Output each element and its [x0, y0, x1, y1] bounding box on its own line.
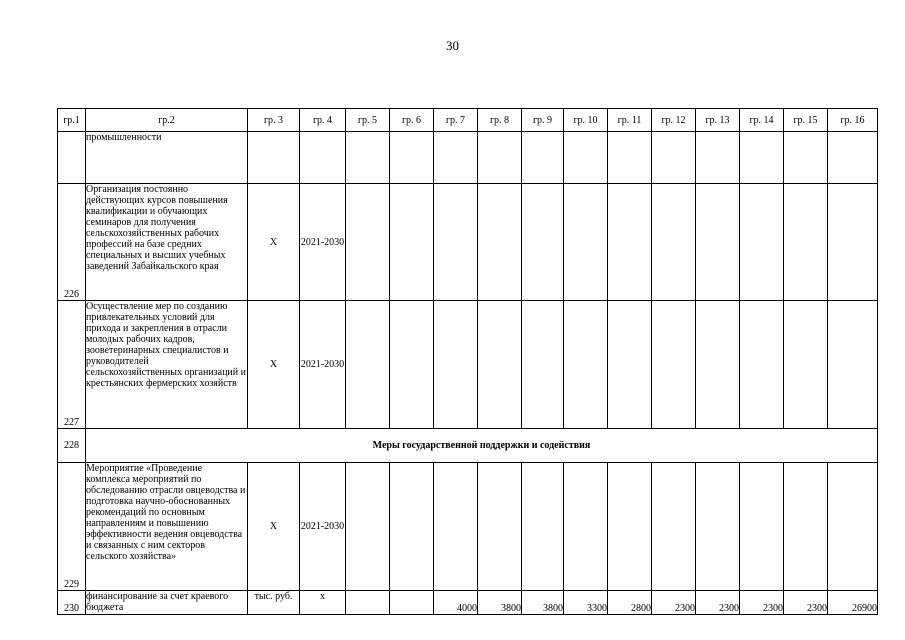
col-header: гр. 11 [608, 109, 652, 132]
period-cell: 2021-2030 [300, 463, 346, 591]
col-header: гр.1 [58, 109, 86, 132]
value-cell-g11: 2800 [608, 591, 652, 615]
row-number: 230 [58, 591, 86, 615]
row-number [58, 132, 86, 184]
row-description: финансирование за счет краевого бюджета [86, 591, 248, 615]
value-cell-g12: 2300 [652, 591, 696, 615]
col-header: гр. 7 [434, 109, 478, 132]
value-cell-g5 [346, 591, 390, 615]
value-cell-g15: 2300 [784, 591, 828, 615]
col-header: гр.2 [86, 109, 248, 132]
section-title: Меры государственной поддержки и содействия [86, 429, 878, 463]
unit-cell: Х [248, 184, 300, 301]
row-number: 228 [58, 429, 86, 463]
table-row [58, 301, 878, 429]
row-number: 226 [58, 184, 86, 301]
row-description: Организация постоянно действующих курсов повышения квалификации и обучающих семинаров для получения сельскохозяйственных рабочих профессий на базе средних специальных и высших учебных заведений Забайкальского края [86, 184, 248, 301]
period-cell: 2021-2030 [300, 184, 346, 301]
period-cell [300, 132, 346, 184]
col-header: гр. 9 [522, 109, 564, 132]
col-header: гр. 13 [696, 109, 740, 132]
row-description: промышленности [86, 132, 248, 184]
col-header: гр. 8 [478, 109, 522, 132]
col-header: гр. 10 [564, 109, 608, 132]
table-row [58, 591, 878, 615]
col-header: гр. 12 [652, 109, 696, 132]
row-description: Мероприятие «Проведение комплекса мероприятий по обследованию отрасли овцеводства и подготовка научно-обоснованных рекомендаций по основным направлениям и повышению эффективности ведения овцеводства и связанных с ним секторов сельского хозяйства» [86, 463, 248, 591]
table-row [58, 184, 878, 301]
col-header: гр. 15 [784, 109, 828, 132]
value-cell-g16: 26900 [828, 591, 878, 615]
unit-cell: Х [248, 463, 300, 591]
unit-cell [248, 132, 300, 184]
table-row [58, 463, 878, 591]
row-number: 229 [58, 463, 86, 591]
col-header: гр. 14 [740, 109, 784, 132]
value-cell-g8: 3800 [478, 591, 522, 615]
page-number: 30 [446, 38, 459, 53]
col-header: гр. 6 [390, 109, 434, 132]
period-cell: 2021-2030 [300, 301, 346, 429]
col-header: гр. 5 [346, 109, 390, 132]
program-table [57, 108, 878, 615]
col-header: гр. 3 [248, 109, 300, 132]
period-cell: х [300, 591, 346, 615]
value-cell-g7: 4000 [434, 591, 478, 615]
header-row [58, 109, 878, 132]
col-header: гр. 4 [300, 109, 346, 132]
unit-cell: Х [248, 301, 300, 429]
value-cell-g9: 3800 [522, 591, 564, 615]
value-cell-g13: 2300 [696, 591, 740, 615]
row-number: 227 [58, 301, 86, 429]
value-cell-g10: 3300 [564, 591, 608, 615]
row-description: Осуществление мер по созданию привлекательных условий для прихода и закрепления в отрасли молодых рабочих кадров, зооветеринарных специалистов и руководителей сельскохозяйственных организаций и крестьянских фермерских хозяйств [86, 301, 248, 429]
table-row [58, 132, 878, 184]
value-cell-g6 [390, 591, 434, 615]
col-header: гр. 16 [828, 109, 878, 132]
section-row [58, 429, 878, 463]
value-cell-g14: 2300 [740, 591, 784, 615]
unit-cell: тыс. руб. [248, 591, 300, 615]
